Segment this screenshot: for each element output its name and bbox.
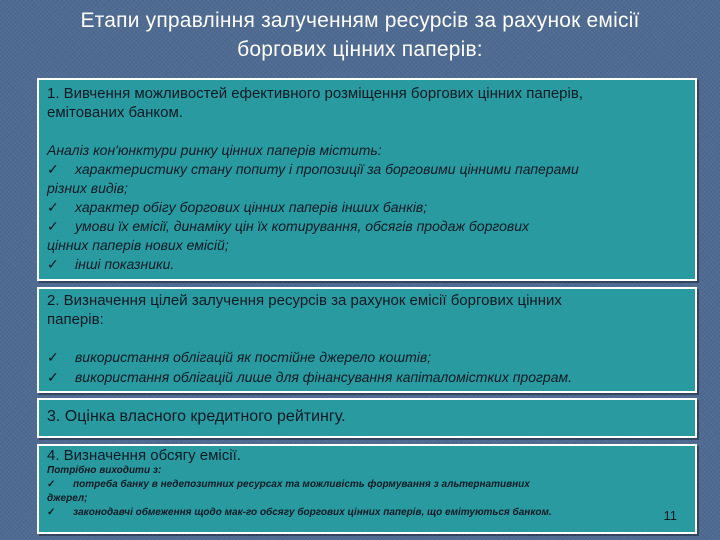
list-item-text: законодавчі обмеження щодо мак-го обсягу боргових цінних паперів, що емітуються банком. (73, 507, 552, 518)
list-item-text: використання облігацій лише для фінансування капіталомістких програм. (75, 369, 572, 385)
page-number: 11 (663, 508, 677, 523)
stage-1-heading-line-2: емітованих банком. (47, 104, 183, 121)
stage-1-intro: Аналіз кон'юнктури ринку цінних паперів містить: (47, 142, 382, 158)
stage-3-heading: 3. Оцінка власного кредитного рейтингу. (47, 408, 346, 425)
list-item-text: інші показники. (75, 256, 175, 272)
list-item-continuation: різних видів; (47, 180, 128, 196)
list-item-text: потреба банку в недепозитних ресурсах та можливість формування з альтернативних (73, 479, 530, 490)
stage-2-heading-line-1: 2. Визначення цілей залучення ресурсів за рахунок емісії боргових цінних (47, 292, 562, 309)
stage-4-heading: 4. Визначення обсягу емісії. (47, 447, 241, 464)
list-item-text: характер обігу боргових цінних паперів інших банків; (75, 199, 428, 215)
stage-4-box (37, 444, 697, 534)
list-item-text: характеристику стану попиту і пропозиції за борговими цінними паперами (75, 161, 579, 177)
list-item-continuation: джерел; (47, 493, 88, 504)
checkmark-icon: ✓ (47, 349, 59, 365)
list-item (47, 347, 687, 367)
list-item (47, 160, 687, 179)
list-item (47, 478, 687, 492)
stage-1-heading (47, 84, 687, 122)
list-item (47, 367, 687, 387)
list-item-continuation: цінних паперів нових емісій; (47, 237, 229, 253)
stage-1-box (37, 78, 697, 281)
spacer (47, 122, 687, 141)
list-item (47, 198, 687, 217)
stage-2-list (47, 347, 687, 387)
list-item (47, 217, 687, 236)
checkmark-icon: ✓ (47, 479, 56, 490)
stage-2-box (37, 287, 697, 393)
stage-2-heading-line-2: паперів: (47, 311, 104, 328)
title-line-1: Етапи управління залученням ресурсів за рахунок емісії (80, 9, 640, 32)
checkmark-icon: ✓ (47, 218, 59, 234)
checkmark-icon: ✓ (47, 507, 56, 518)
checkmark-icon: ✓ (47, 256, 59, 272)
stage-1-content (47, 141, 687, 274)
list-item (47, 506, 687, 520)
list-item-text: умови їх емісії, динаміку цін їх котирування, обсягів продаж боргових (75, 218, 530, 234)
list-item (47, 255, 687, 274)
stage-1-heading-line-1: 1. Вивчення можливостей ефективного розміщення боргових цінних паперів, (47, 85, 583, 102)
stage-4-content (47, 464, 687, 520)
stage-4-intro: Потрібно виходити з: (47, 465, 162, 476)
stage-3-box (37, 398, 697, 438)
slide-title (40, 6, 680, 64)
list-item-text: використання облігацій як постійне джерело коштів; (75, 349, 432, 365)
checkmark-icon: ✓ (47, 199, 59, 215)
title-line-2: боргових цінних паперів: (237, 38, 483, 61)
checkmark-icon: ✓ (47, 369, 59, 385)
checkmark-icon: ✓ (47, 161, 59, 177)
stage-2-heading (47, 291, 687, 329)
